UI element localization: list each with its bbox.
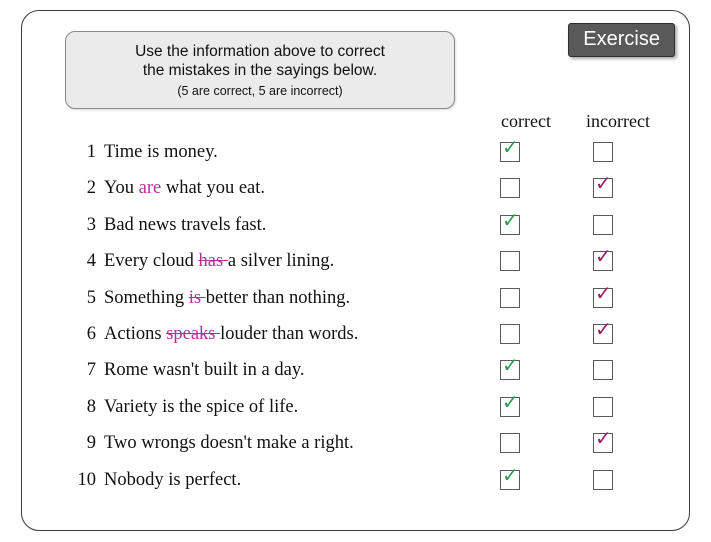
- instruction-line-2: the mistakes in the sayings below.: [142, 62, 378, 80]
- row-number: 6: [86, 323, 96, 344]
- column-header-incorrect: incorrect: [586, 111, 650, 131]
- row-number: 3: [86, 214, 96, 235]
- row-number: 4: [86, 251, 96, 272]
- checkbox-correct[interactable]: [500, 462, 520, 490]
- checkbox-correct[interactable]: [500, 324, 520, 344]
- check-icon: ✓: [502, 207, 519, 232]
- checkbox-incorrect[interactable]: [593, 397, 613, 417]
- checkbox-correct[interactable]: [500, 207, 520, 235]
- check-icon: ✓: [595, 426, 612, 451]
- check-icon: ✓: [502, 353, 519, 378]
- check-icon: ✓: [502, 135, 519, 159]
- column-header-correct: correct: [501, 111, 551, 131]
- checkbox-incorrect[interactable]: [593, 244, 613, 271]
- table-row: [22, 173, 689, 209]
- saying-text: Rome wasn't built in a day.: [104, 360, 305, 381]
- row-number: 2: [86, 178, 96, 199]
- check-icon: ✓: [595, 244, 612, 269]
- checkbox-incorrect[interactable]: [593, 470, 613, 490]
- saying-text: Actions speaks louder than words.: [104, 323, 359, 344]
- checkbox-incorrect[interactable]: [593, 316, 613, 344]
- checkbox-incorrect[interactable]: [593, 426, 613, 453]
- check-icon: ✓: [502, 389, 519, 414]
- row-number: 9: [86, 433, 96, 454]
- column-headers: [22, 111, 689, 135]
- saying-text: Variety is the spice of life.: [104, 396, 299, 417]
- table-row: [22, 428, 689, 464]
- checkbox-correct[interactable]: [500, 288, 520, 308]
- table-row: [22, 207, 689, 246]
- saying-text: Two wrongs doesn't make a right.: [104, 433, 354, 454]
- saying-text: Every cloud has a silver lining.: [104, 251, 335, 272]
- row-number: 1: [86, 142, 96, 162]
- table-row: [22, 462, 689, 501]
- row-number: 7: [86, 360, 96, 381]
- table-row: [22, 246, 689, 282]
- checkbox-correct[interactable]: [500, 433, 520, 453]
- checkbox-incorrect[interactable]: [593, 171, 613, 198]
- table-row: [22, 137, 689, 173]
- exercise-badge: Exercise: [568, 23, 675, 57]
- saying-text: Bad news travels fast.: [104, 214, 267, 235]
- checkbox-correct[interactable]: [500, 178, 520, 198]
- checkbox-incorrect[interactable]: [593, 280, 613, 308]
- table-row: [22, 316, 689, 355]
- checkbox-correct[interactable]: [500, 353, 520, 380]
- check-icon: ✓: [502, 462, 519, 487]
- table-row: [22, 280, 689, 319]
- row-number: 8: [86, 396, 96, 417]
- checkbox-correct[interactable]: [500, 251, 520, 271]
- table-row: [22, 355, 689, 391]
- saying-text: Something is better than nothing.: [104, 287, 351, 308]
- saying-text: You are what you eat.: [104, 178, 266, 199]
- row-number: 10: [77, 469, 96, 490]
- worksheet-card: [21, 10, 690, 531]
- check-icon: ✓: [595, 171, 612, 196]
- checkbox-incorrect[interactable]: [593, 142, 613, 162]
- saying-text: Time is money.: [104, 142, 218, 162]
- checkbox-correct[interactable]: [500, 389, 520, 417]
- check-icon: ✓: [595, 316, 612, 341]
- check-icon: ✓: [595, 280, 612, 305]
- instruction-line-1: Use the information above to correct: [135, 43, 385, 60]
- sayings-list: [22, 137, 689, 501]
- checkbox-incorrect[interactable]: [593, 360, 613, 380]
- instruction-box: [65, 31, 455, 109]
- instruction-note: (5 are correct, 5 are incorrect): [177, 83, 343, 98]
- checkbox-correct[interactable]: [500, 135, 520, 162]
- row-number: 5: [86, 287, 96, 308]
- checkbox-incorrect[interactable]: [593, 215, 613, 235]
- table-row: [22, 389, 689, 428]
- saying-text: Nobody is perfect.: [104, 469, 242, 490]
